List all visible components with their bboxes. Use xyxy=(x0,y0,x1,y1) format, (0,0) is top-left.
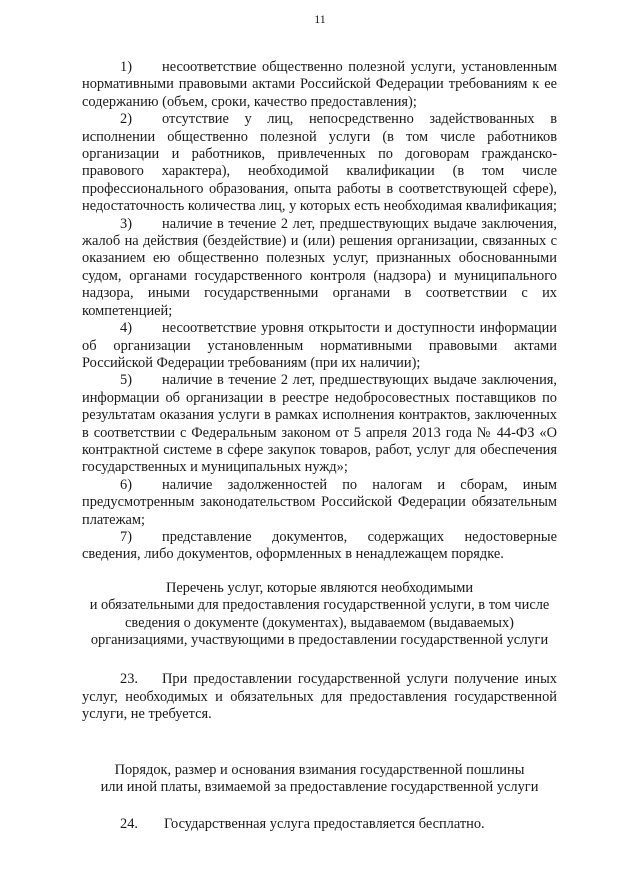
list-item-number: 3) xyxy=(120,215,132,232)
list-item xyxy=(82,111,557,215)
section-heading-fee xyxy=(82,762,557,797)
list-item-text: отсутствие у лиц, непосредственно задействованных в исполнении общественно полезной услуги (в том числе работников организации и работников, привлеченных по договорам гражданско-правового характера), необходимой квалификации (в том числе профессионального образования, опыта работы в соответствующей сфере), недостаточность количества лиц, у которых есть необходимая квалификация; xyxy=(82,111,557,215)
heading-line: Порядок, размер и основания взимания государственной пошлины xyxy=(114,761,525,778)
list-item-number: 2) xyxy=(120,111,132,128)
list-item xyxy=(82,477,557,529)
list-item xyxy=(82,216,557,320)
list-item-text: несоответствие уровня открытости и доступности информации об организации установленным нормативными правовыми актами Российской Федерации требованиям (при их наличии); xyxy=(82,320,557,371)
paragraph-number: 23. xyxy=(120,671,138,688)
list-item-number: 7) xyxy=(120,528,132,545)
heading-line: или иной платы, взимаемой за предоставление государственной услуги xyxy=(100,779,539,796)
heading-line: Перечень услуг, которые являются необходимыми xyxy=(165,579,474,596)
heading-line: организациями, участвующими в предоставлении государственной услуги xyxy=(90,632,549,648)
paragraph-number: 24. xyxy=(120,816,138,833)
section-heading-services xyxy=(82,580,557,650)
heading-line: сведения о документе (документах), выдаваемом (выдаваемых) xyxy=(125,614,514,631)
list-item-text: наличие задолженностей по налогам и сборам, иным предусмотренным законодательством Российской Федерации обязательным платежам; xyxy=(82,476,557,528)
list-item-text: представление документов, содержащих недостоверные сведения, либо документов, оформленных в ненадлежащем порядке. xyxy=(82,528,557,563)
document-body xyxy=(82,59,557,834)
list-item-number: 4) xyxy=(120,320,132,337)
paragraph-text: Государственная услуга предоставляется бесплатно. xyxy=(164,816,485,833)
list-item-text: несоответствие общественно полезной услуги, установленным нормативными правовыми актами Российской Федерации требованиям к ее содержанию (объем, сроки, качество предоставления); xyxy=(82,59,557,110)
numbered-paragraph xyxy=(82,816,557,833)
list-item xyxy=(82,320,557,372)
list-item-text: наличие в течение 2 лет, предшествующих выдаче заключения, информации об организации в реестре недобросовестных поставщиков по результатам оказания услуги в рамках исполнения контрактов, заключенных в соответствии с Федеральным законом от 5 апреля 2013 года № 44-ФЗ «О контрактной системе в сфере закупок товаров, работ, услуг для обеспечения государственных и муниципальных нужд»; xyxy=(82,372,557,476)
list-item-number: 6) xyxy=(120,476,132,493)
heading-line: и обязательными для предоставления государственной услуги, в том числе xyxy=(89,597,550,614)
page-number: 11 xyxy=(314,12,326,26)
list-item xyxy=(82,59,557,111)
list-item-text: наличие в течение 2 лет, предшествующих выдаче заключения, жалоб на действия (бездействие) и (или) решения организации, связанных с оказанием ею общественно полезных услуг, признанных обоснованными судом, органами государственного контроля (надзора) и муниципального надзора, иными государственными органами в соответствии с их компетенцией; xyxy=(82,215,557,319)
numbered-paragraph xyxy=(82,671,557,723)
list-item-number: 1) xyxy=(120,59,132,75)
list-item xyxy=(82,529,557,564)
paragraph-text: При предоставлении государственной услуги получение иных услуг, необходимых и обязательных для предоставления государственной услуги, не требуется. xyxy=(82,671,557,723)
list-item-number: 5) xyxy=(120,372,132,389)
list-item xyxy=(82,372,557,476)
